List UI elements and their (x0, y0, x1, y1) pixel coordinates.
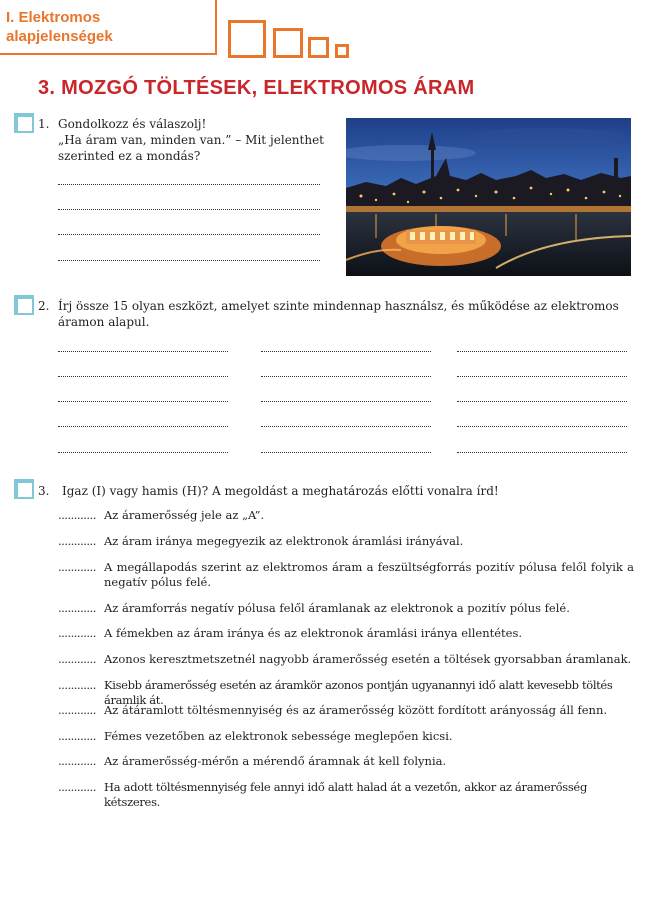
answer-line[interactable] (457, 426, 627, 427)
statement-row (58, 678, 638, 707)
statement-row (58, 560, 638, 592)
statement-text: A megállapodás szerint az elektromos áram a feszültségforrás pozitív pólusa felől folyik a negatív pólus felé. (104, 560, 634, 589)
statement-text: Az áramerősség jele az „A”. (104, 508, 265, 522)
task-marker-1 (14, 113, 34, 133)
answer-blank[interactable]: ............ (58, 703, 96, 717)
answer-line[interactable] (58, 234, 320, 235)
task1-number: 1. (38, 117, 50, 131)
statement-row (58, 780, 638, 809)
statement-row (58, 508, 638, 524)
answer-line[interactable] (261, 452, 431, 453)
statement-text: Az átáramlott töltésmennyiség és az áramerősség között fordított arányosság áll fenn. (104, 703, 608, 717)
answer-blank[interactable]: ............ (58, 534, 96, 548)
chapter-tag-line2: alapjelenségek (6, 28, 113, 45)
page-title: 3. MOZGÓ TÖLTÉSEK, ELEKTROMOS ÁRAM (38, 77, 475, 99)
answer-line[interactable] (58, 351, 228, 352)
statement-text: Fémes vezetőben az elektronok sebessége meglepően kicsi. (104, 729, 453, 743)
statement-text: Az áramforrás negatív pólusa felől áramlanak az elektronok a pozitív pólus felé. (104, 601, 570, 615)
answer-blank[interactable]: ............ (58, 780, 96, 794)
answer-line[interactable] (58, 452, 228, 453)
answer-line[interactable] (58, 401, 228, 402)
decor-square-3 (308, 37, 329, 58)
task2-text: Írj össze 15 olyan eszközt, amelyet szinte mindennap használsz, és működése az elektromos áramon alapul. (58, 299, 619, 329)
answer-line[interactable] (457, 452, 627, 453)
statement-row (58, 652, 638, 668)
answer-line[interactable] (261, 351, 431, 352)
statement-row (58, 534, 638, 550)
task-marker-2 (14, 295, 34, 315)
statement-text: Az áramerősség-mérőn a mérendő áramnak át kell folynia. (104, 754, 447, 768)
answer-blank[interactable]: ............ (58, 601, 96, 615)
statement-row (58, 626, 638, 642)
answer-blank[interactable]: ............ (58, 626, 96, 640)
answer-line[interactable] (261, 401, 431, 402)
answer-line[interactable] (58, 376, 228, 377)
answer-line[interactable] (261, 426, 431, 427)
task3-text: Igaz (I) vagy hamis (H)? A megoldást a meghatározás előtti vonalra írd! (62, 484, 499, 498)
answer-blank[interactable]: ............ (58, 652, 96, 666)
decor-square-2 (273, 28, 303, 58)
task1-line-3: szerinted ez a mondás? (58, 149, 201, 163)
answer-line[interactable] (58, 426, 228, 427)
answer-line[interactable] (58, 209, 320, 210)
statement-text: A fémekben az áram iránya és az elektronok áramlási iránya ellentétes. (104, 626, 523, 640)
statement-text: Azonos keresztmetszetnél nagyobb áramerősség esetén a töltések gyorsabban áramlanak. (104, 652, 632, 666)
answer-line[interactable] (261, 376, 431, 377)
statement-row (58, 729, 638, 745)
chapter-tag-line1: I. Elektromos (6, 9, 101, 26)
statement-row (58, 754, 638, 770)
statement-text: Ha adott töltésmennyiség fele annyi idő alatt halad át a vezetőn, akkor az áramerősség kétszeres. (104, 780, 588, 809)
answer-line[interactable] (457, 376, 627, 377)
task-marker-3 (14, 479, 34, 499)
task1-line-2: „Ha áram van, minden van.” – Mit jelenthet (58, 133, 324, 147)
statement-text: Kisebb áramerősség esetén az áramkör azonos pontján ugyanannyi idő alatt kevesebb töltés áramlik át. (104, 678, 613, 707)
answer-blank[interactable]: ............ (58, 508, 96, 522)
answer-blank[interactable]: ............ (58, 560, 96, 574)
answer-line[interactable] (457, 351, 627, 352)
statement-row (58, 703, 638, 719)
decor-square-1 (228, 20, 266, 58)
answer-blank[interactable]: ............ (58, 678, 96, 692)
answer-blank[interactable]: ............ (58, 754, 96, 768)
decor-square-4 (335, 44, 349, 58)
task2-number: 2. (38, 299, 50, 313)
statement-text: Az áram iránya megegyezik az elektronok áramlási irányával. (104, 534, 464, 548)
answer-blank[interactable]: ............ (58, 729, 96, 743)
answer-line[interactable] (58, 184, 320, 185)
answer-line[interactable] (457, 401, 627, 402)
statement-row (58, 601, 638, 617)
task3-number: 3. (38, 484, 50, 498)
chapter-tag (6, 8, 206, 46)
city-night-photo (346, 118, 631, 276)
task1-text (58, 116, 324, 164)
task1-line-1: Gondolkozz és válaszolj! (58, 117, 207, 131)
answer-line[interactable] (58, 260, 320, 261)
